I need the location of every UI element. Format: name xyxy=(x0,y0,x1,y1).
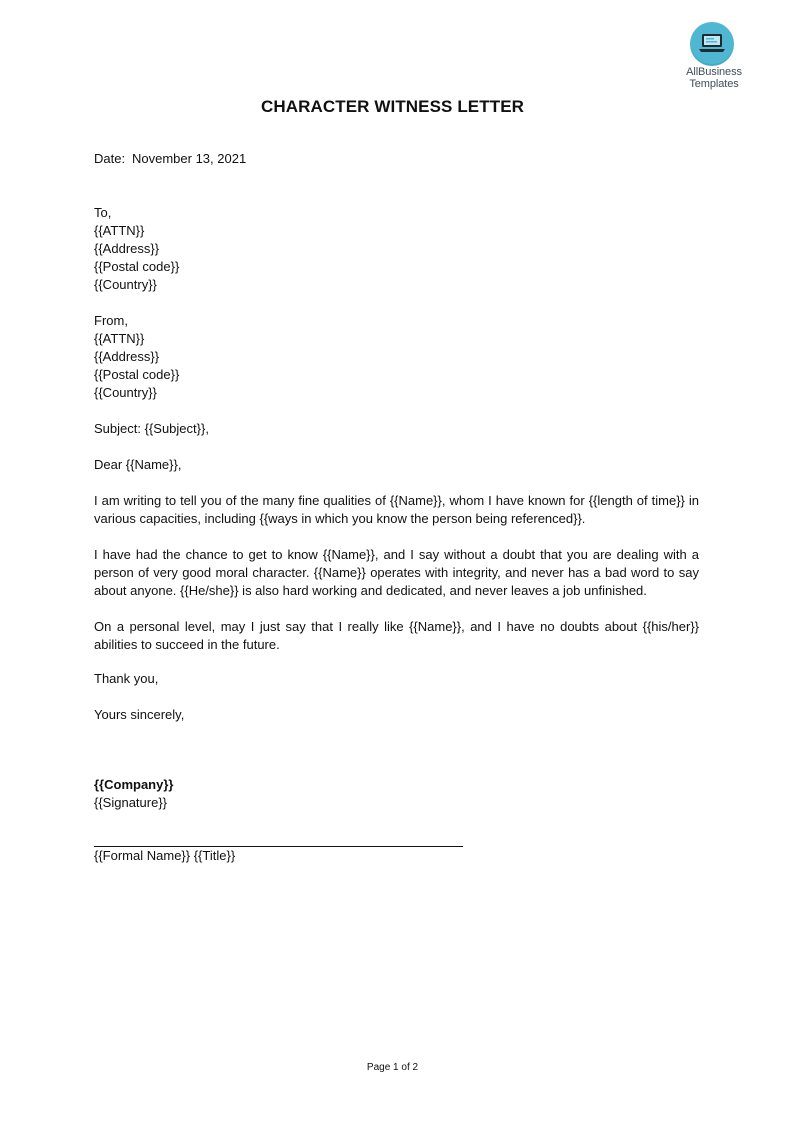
to-attn: {{ATTN}} xyxy=(94,223,145,238)
to-address: {{Address}} xyxy=(94,241,160,256)
date-label: Date: xyxy=(94,151,126,166)
letter-body xyxy=(94,150,699,812)
to-label: To, xyxy=(94,205,112,220)
thank-you-line: Thank you, xyxy=(94,671,159,686)
date-line xyxy=(94,150,699,168)
to-country: {{Country}} xyxy=(94,277,157,292)
laptop-icon xyxy=(698,31,726,57)
from-attn: {{ATTN}} xyxy=(94,331,145,346)
logo-text xyxy=(678,66,750,90)
logo-badge xyxy=(690,22,734,66)
body-paragraph-1: I am writing to tell you of the many fine qualities of {{Name}}, whom I have known for {{length of time}} in various capacities, including {{ways in which you know the person being referenced}}. xyxy=(94,493,699,526)
from-postal-code: {{Postal code}} xyxy=(94,367,180,382)
date-value: November 13, 2021 xyxy=(132,151,247,166)
to-postal-code: {{Postal code}} xyxy=(94,259,180,274)
from-address: {{Address}} xyxy=(94,349,160,364)
from-country: {{Country}} xyxy=(94,385,157,400)
closing-line: Yours sincerely, xyxy=(94,707,185,722)
body-paragraph-3: On a personal level, may I just say that I really like {{Name}}, and I have no doubts about {{his/her}} abilities to succeed in the future. xyxy=(94,619,699,652)
body-paragraph-2: I have had the chance to get to know {{Name}}, and I say without a doubt that you are dealing with a person of very good moral character. {{Name}} operates with integrity, and never has a bad word to say about anyone. {{He/she}} is also hard working and dedicated, and never leaves a job unfinished. xyxy=(94,547,699,598)
signature-placeholder: {{Signature}} xyxy=(94,795,168,810)
page-number: Page 1 of 2 xyxy=(366,1062,419,1073)
letter-title: CHARACTER WITNESS LETTER xyxy=(260,97,525,116)
logo-line-2: Templates xyxy=(689,78,739,90)
brand-logo xyxy=(678,22,750,94)
formal-name-title: {{Formal Name}} {{Title}} xyxy=(94,848,236,863)
salutation: Dear {{Name}}, xyxy=(94,457,182,472)
company-placeholder: {{Company}} xyxy=(94,777,174,792)
subject-line: Subject: {{Subject}}, xyxy=(94,421,209,436)
logo-line-1: AllBusiness xyxy=(686,66,742,78)
from-label: From, xyxy=(94,313,128,328)
